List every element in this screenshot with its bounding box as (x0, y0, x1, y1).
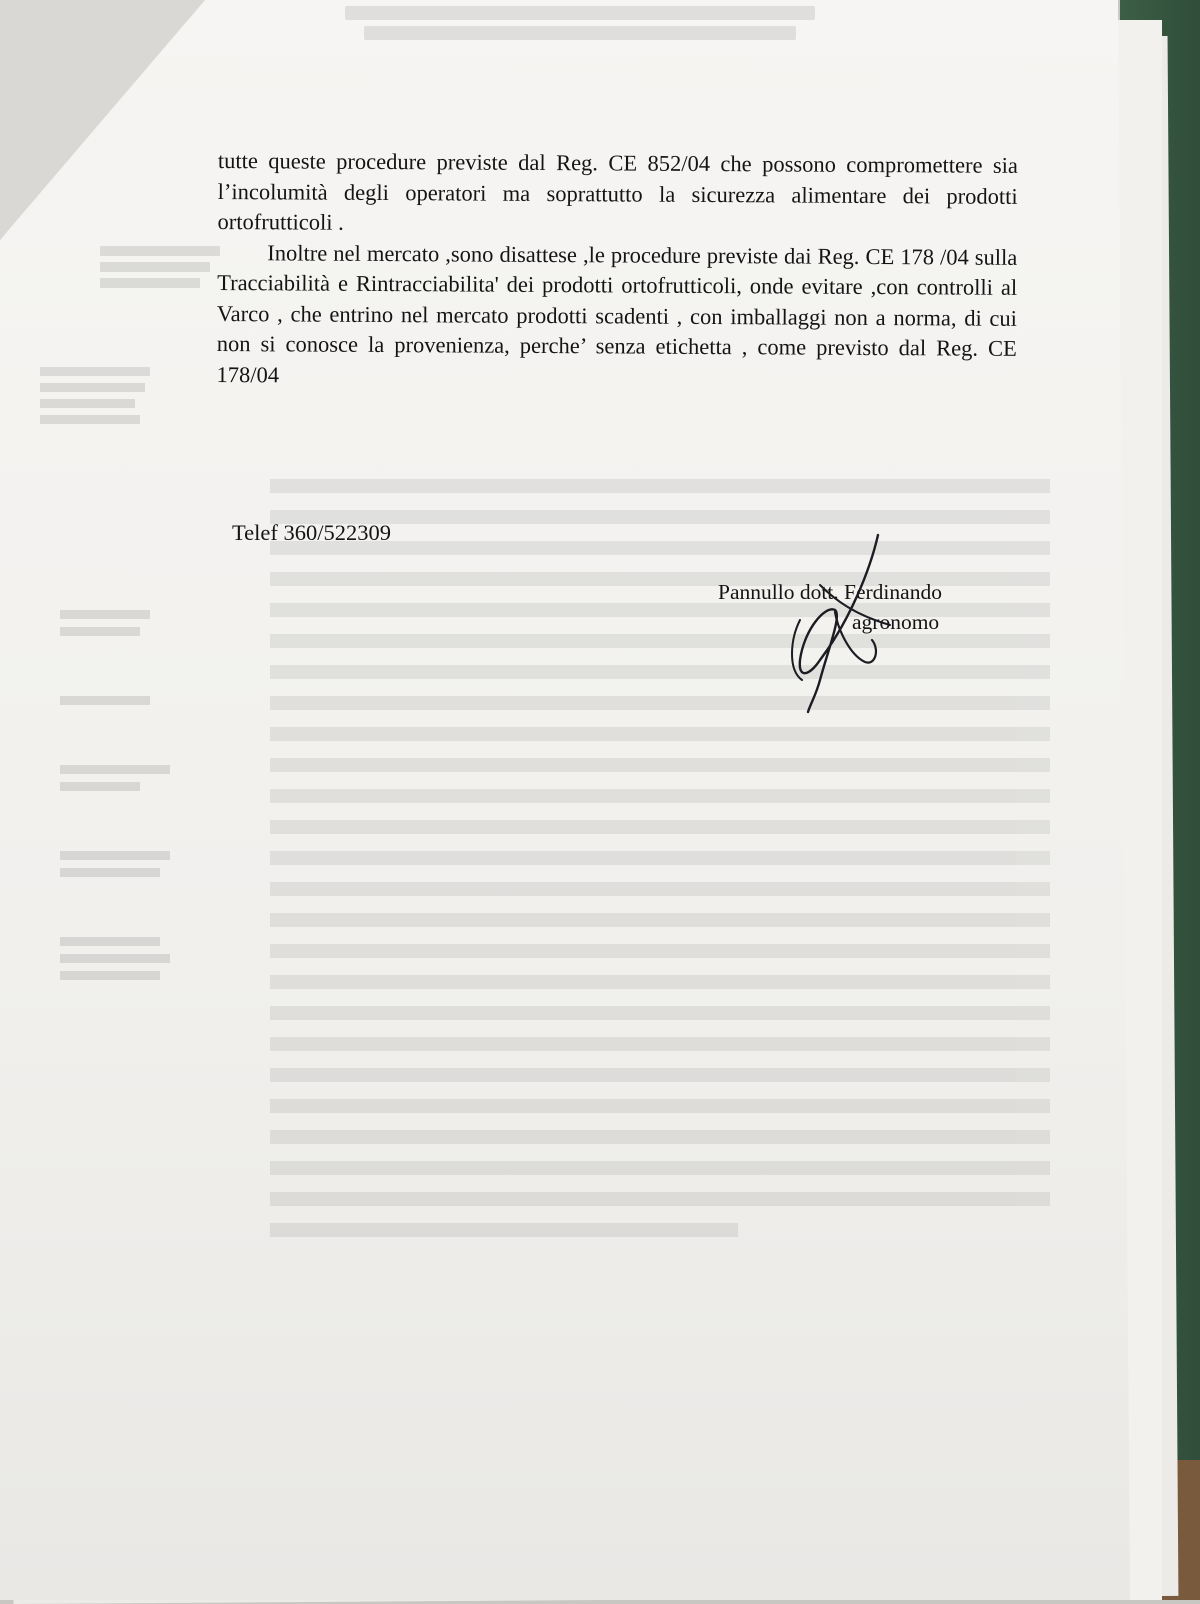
show-through-sidebar (40, 360, 150, 431)
signatory-title: agronomo (852, 610, 940, 634)
letter-body (217, 146, 1018, 395)
signatory-name: Pannullo dott. Ferdinando (718, 580, 942, 604)
paragraph-2: Inoltre nel mercato ,sono disattese ,le procedure previste dai Reg. CE 178 /04 sulla Tracciabilità e Rintracciabilita' dei prodotti ortofrutticoli, onde evitare ,con controlli al Varco , che entrino nel mercato prodotti scadenti , con imballaggi non a norma, di cui non si conosce la provenienza, perche’ senza etichetta , come previsto dal Reg. CE 178/04 (216, 239, 1018, 387)
paragraph-1: tutte queste procedure previste dal Reg. CE 852/04 che possono compromettere sia l’incolumità degli operatori ma soprattutto la sicurezza alimentare dei prodotti ortofrutticoli . (217, 147, 1018, 235)
show-through-sidebar (40, 580, 170, 988)
show-through-letterhead (345, 0, 815, 85)
show-through-sidebar (40, 240, 220, 294)
phone-number: Telef 360/522309 (232, 520, 392, 545)
handwritten-signature (780, 530, 910, 720)
